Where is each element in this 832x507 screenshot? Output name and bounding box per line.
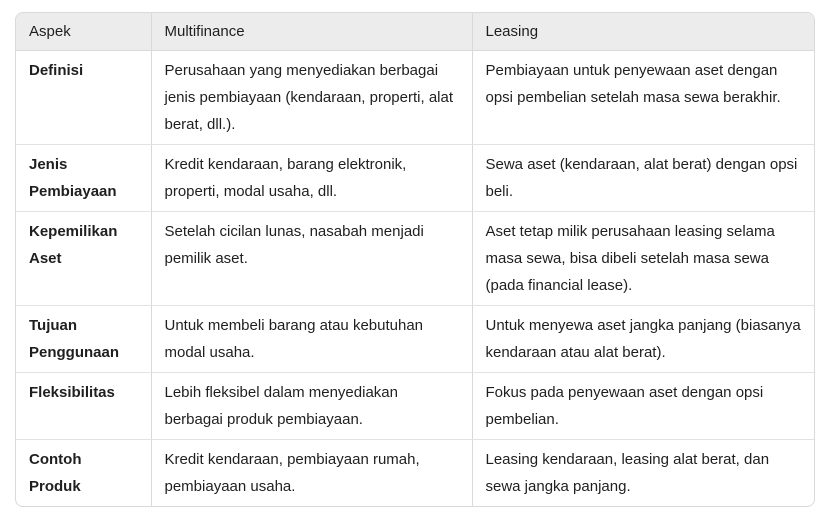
multifinance-cell: Lebih fleksibel dalam menyediakan berbagai produk pembiayaan. [151,373,472,440]
table-header-row [16,13,814,51]
header-multifinance: Multifinance [151,13,472,51]
table-row [16,440,814,507]
table-row [16,51,814,145]
table-row [16,145,814,212]
aspect-cell: Fleksibilitas [16,373,151,440]
multifinance-cell: Untuk membeli barang atau kebutuhan modal usaha. [151,306,472,373]
multifinance-cell: Kredit kendaraan, barang elektronik, properti, modal usaha, dll. [151,145,472,212]
aspect-cell: Jenis Pembiayaan [16,145,151,212]
comparison-table [16,13,814,506]
leasing-cell: Sewa aset (kendaraan, alat berat) dengan opsi beli. [472,145,814,212]
table-row [16,373,814,440]
header-aspek: Aspek [16,13,151,51]
table-row [16,212,814,306]
multifinance-cell: Setelah cicilan lunas, nasabah menjadi pemilik aset. [151,212,472,306]
table-row [16,306,814,373]
leasing-cell: Leasing kendaraan, leasing alat berat, dan sewa jangka panjang. [472,440,814,507]
aspect-cell: Kepemilikan Aset [16,212,151,306]
comparison-table-container [15,12,815,507]
aspect-cell: Contoh Produk [29,451,82,495]
header-leasing: Leasing [472,13,814,51]
multifinance-cell: Kredit kendaraan, pembiayaan rumah, pembiayaan usaha. [151,440,472,507]
aspect-cell: Tujuan Penggunaan [16,306,151,373]
leasing-cell: Untuk menyewa aset jangka panjang (biasanya kendaraan atau alat berat). [472,306,814,373]
leasing-cell: Fokus pada penyewaan aset dengan opsi pembelian. [472,373,814,440]
leasing-cell: Pembiayaan untuk penyewaan aset dengan opsi pembelian setelah masa sewa berakhir. [472,51,814,145]
aspect-cell: Definisi [16,51,151,145]
leasing-cell: Aset tetap milik perusahaan leasing selama masa sewa, bisa dibeli setelah masa sewa (pada financial lease). [472,212,814,306]
multifinance-cell: Perusahaan yang menyediakan berbagai jenis pembiayaan (kendaraan, properti, alat berat, dll.). [151,51,472,145]
